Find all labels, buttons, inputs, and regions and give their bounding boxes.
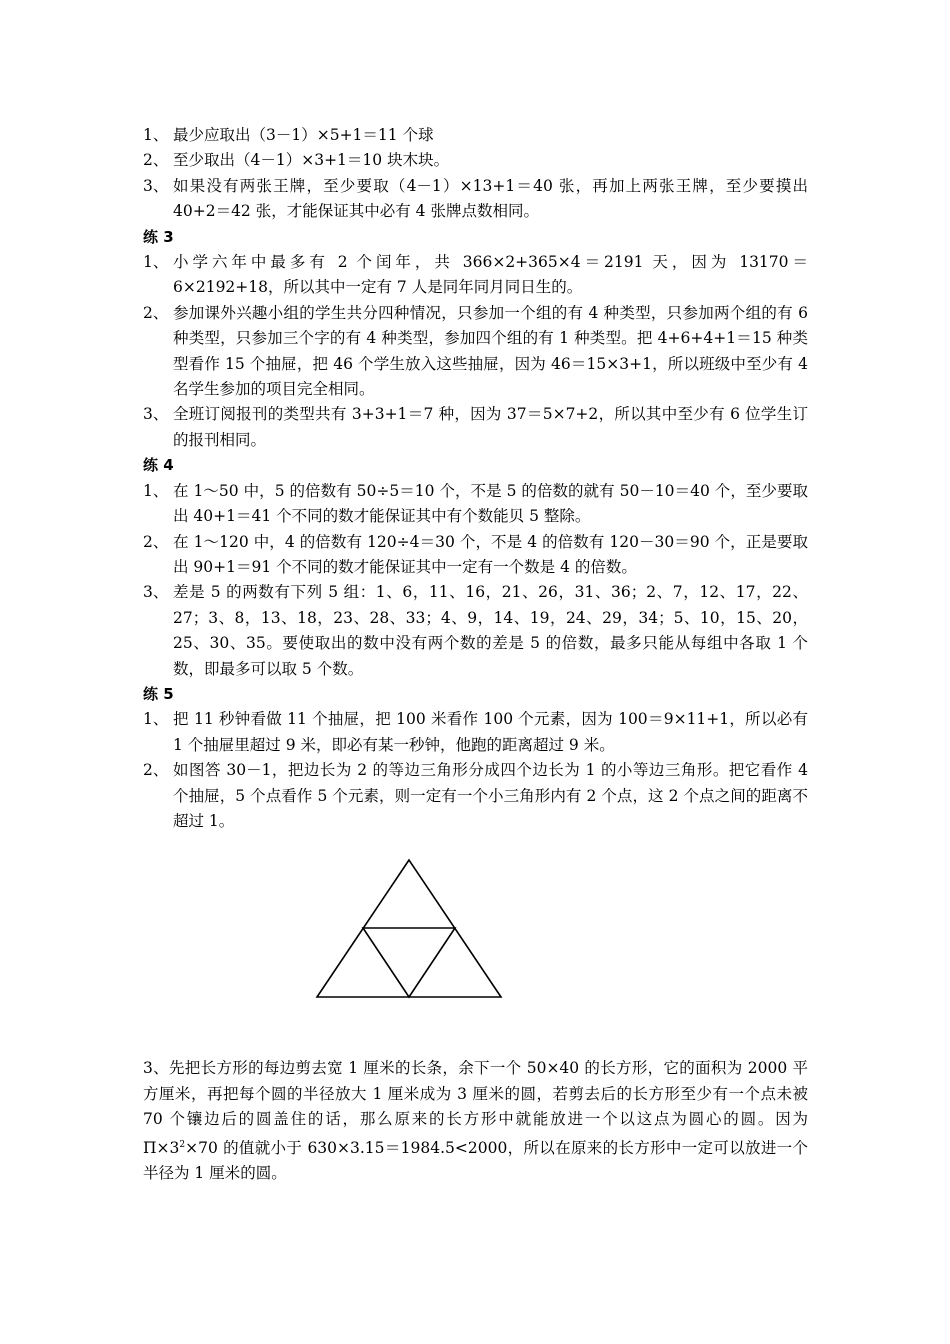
item-text: 最少应取出（3－1）×5+1＝11 个球 — [173, 126, 434, 144]
item-number: 1、 — [143, 253, 169, 272]
item-text: 把 11 秒钟看做 11 个抽屉，把 100 米看作 100 个元素，因为 100＝9×11+1，所以必有 1 个抽屉里超过 9 米，即必有某一秒钟，他跑的距离超过 9 米。 — [173, 710, 808, 754]
paragraph-3-text: 3、先把长方形的每边剪去宽 1 厘米的长条，余下一个 50×40 的长方形，它的面积为 2000 平方厘米，再把每个圆的半径放大 1 厘米成为 3 厘米的圆，若剪去后的长方形至少有一个点未被 70 个镶边后的圆盖住的话，那么原来的长方形中就能放进一个以这点为圆心的圆。因为 Π×3 — [143, 1059, 808, 1157]
item-text: 至少取出（4－1）×3+1＝10 块木块。 — [173, 151, 450, 170]
item-text: 在 1～50 中，5 的倍数有 50÷5＝10 个，不是 5 的倍数的就有 50－10＝40 个，至少要取出 40+1＝41 个不同的数才能保证其中有个数能贝 5 整除。 — [173, 481, 808, 526]
item-number: 2、 — [143, 303, 169, 322]
item-text: 参加课外兴趣小组的学生共分四种情况，只参加一个组的有 4 种类型，只参加两个组的有 6 种类型，只参加三个字的有 4 种类型，参加四个组的有 1 种类型。把 4+6+4+1＝15 种类型看作 15 个抽屉，把 46 个学生放入这些抽屉，因为 46＝15×3+1，所以班级中至少有 4 名学生参加的项目完全相同。 — [173, 303, 808, 399]
answer-text — [143, 123, 808, 1187]
list-item — [143, 250, 808, 301]
item-text: 小学六年中最多有 2 个闰年，共 366×2+365×4＝2191 天，因为 13170＝6×2192+18，所以其中一定有 7 人是同年同月同日生的。 — [173, 253, 808, 297]
paragraph-3 — [143, 1056, 808, 1186]
list-item — [143, 402, 808, 453]
list-item — [143, 580, 808, 682]
item-number: 3、 — [143, 176, 169, 195]
item-text: 在 1～120 中，4 的倍数有 120÷4＝30 个，不是 4 的倍数有 120－30＝90 个，正是要取出 90+1＝91 个不同的数才能保证其中一定有一个数是 4 的倍数。 — [173, 532, 808, 576]
item-number: 3、 — [143, 583, 169, 602]
item-number: 1、 — [143, 126, 169, 144]
triangle-figure — [143, 850, 808, 1020]
item-number: 3、 — [143, 405, 169, 424]
section-heading-4: 练 4 — [143, 456, 174, 475]
item-text: 全班订阅报刊的类型共有 3+3+1＝7 种，因为 37＝5×7+2，所以其中至少有 6 位学生订的报刊相同。 — [173, 405, 808, 449]
item-number: 1、 — [143, 710, 169, 729]
item-number: 2、 — [143, 532, 169, 551]
item-text: 如果没有两张王牌，至少要取（4－1）×13+1＝40 张，再加上两张王牌，至少要摸出 40+2＝42 张，才能保证其中必有 4 张牌点数相同。 — [173, 176, 808, 221]
paragraph-3-text-cont: ×70 的值就小于 630×3.15＝1984.5<2000，所以在原来的长方形中一定可以放进一个半径为 1 厘米的圆。 — [143, 1138, 808, 1183]
list-item — [143, 530, 808, 581]
list-item — [143, 174, 808, 225]
section-heading-3: 练 3 — [143, 227, 174, 246]
list-item — [143, 707, 808, 758]
inner-triangle — [363, 928, 455, 997]
list-item — [143, 148, 808, 173]
item-number: 1、 — [143, 481, 169, 500]
superscript: 2 — [179, 1139, 186, 1150]
item-text: 差是 5 的两数有下列 5 组：1、6，11、16，21、26，31、36；2、7，12、17，22、27；3、8，13、18，23、28、33；4、9，14、19，24、29，34；5、10，15、20，25、30、35。要使取出的数中没有两个数的差是 5 的倍数，最多只能从每组中各取 1 个数，即最多可以取 5 个数。 — [173, 583, 808, 678]
section-heading-5: 练 5 — [143, 684, 174, 703]
subdivided-triangle-diagram — [314, 858, 504, 1000]
list-item — [143, 123, 808, 148]
list-item — [143, 301, 808, 403]
item-number: 2、 — [143, 761, 169, 780]
list-item — [143, 479, 808, 530]
list-item — [143, 758, 808, 834]
item-text: 如图答 30－1，把边长为 2 的等边三角形分成四个边长为 1 的小等边三角形。把它看作 4 个抽屉，5 个点看作 5 个元素，则一定有一个小三角形内有 2 个点，这 2 个点之间的距离不超过 1。 — [173, 761, 808, 830]
item-number: 2、 — [143, 151, 169, 170]
